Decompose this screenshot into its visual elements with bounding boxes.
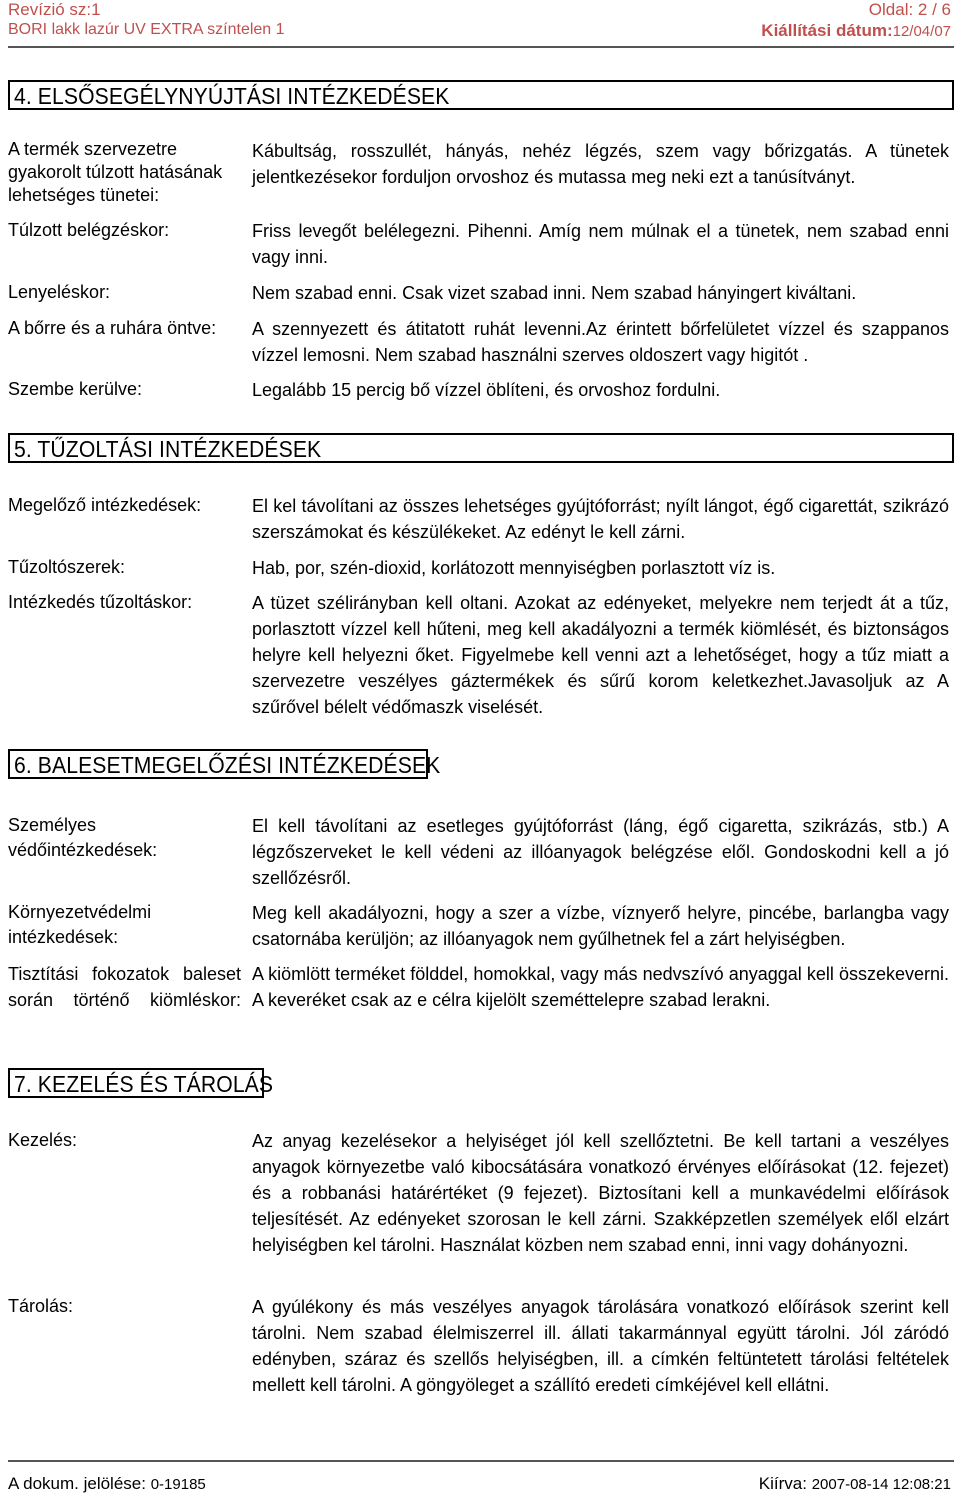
section-7-header (8, 1068, 274, 1098)
issue-date-label: Kiállítási dátum: (761, 21, 893, 40)
document-id: 0-19185 (150, 1476, 206, 1493)
prevention-text: El kel távolítani az összes lehetséges gyújtóforrást; nyílt lángot, égő cigarettát, szikrázó szerszámokat és készülékeket. Az edényt le kell zárni. (252, 496, 949, 542)
footer-divider (8, 1460, 954, 1462)
skin-label: A bőrre és a ruhára öntve: (8, 318, 217, 338)
storage-text: A gyúlékony és más veszélyes anyagok tárolására vonatkozó előírások szerint kell tárolni. Nem szabad élelmiszerrel ill. állati takarmánnyal együtt tárolni. Jól záródó edényben, száraz és szellős helyiségben, ill. a címkén feltüntetett tárolási feltételek mellett kell tárolni. A göngyöleget a szállító eredeti címkéjével kell ellátni. (252, 1297, 949, 1395)
print-date: 2007-08-14 12:08:21 (811, 1476, 951, 1493)
extinguishing-media-label: Tűzoltószerek: (8, 557, 126, 577)
issue-date: 12/04/07 (892, 23, 951, 40)
cleanup-text: A kiömlött terméket földdel, homokkal, vagy más nedvszívó anyaggal kell összekeverni. A keveréket csak az e célra kijelölt szeméttelepre szabad lerakni. (252, 964, 949, 1010)
personal-precautions-label: Személyes védőintézkedések: (8, 815, 158, 860)
eye-label: Szembe kerülve: (8, 379, 143, 399)
personal-precautions-text: El kell távolítani az esetleges gyújtóforrást (láng, égő cigaretta, szikrázás, stb.) A légzőszerveket le kell védeni az illóanyagok belégzése elől. Gondoskodni kell a jó szellőzésről. (252, 816, 949, 888)
section-7-title: 7. KEZELÉS ÉS TÁROLÁS (14, 1071, 274, 1097)
ingestion-text: Nem szabad enni. Csak vizet szabad inni. Nem szabad hányingert kiváltani. (252, 283, 857, 303)
section-6-title: 6. BALESETMEGELŐZÉSI INTÉZKEDÉSEK (14, 752, 441, 778)
storage-label: Tárolás: (8, 1296, 74, 1316)
page-header (0, 0, 960, 48)
environmental-label: Környezetvédelmi intézkedések: (8, 902, 152, 947)
ingestion-label: Lenyeléskor: (8, 282, 111, 302)
document-id-block (8, 1474, 206, 1494)
issue-date-block (761, 21, 951, 41)
prevention-label: Megelőző intézkedések: (8, 495, 202, 515)
revision-number: Revízió sz:1 (8, 0, 101, 19)
skin-text: A szennyezett és átitatott ruhát levenni.Az érintett bőrfelületet vízzel és szappanos vízzel lemosni. Nem szabad használni szerves oldoszert vagy higitót . (252, 319, 949, 365)
symptoms-label: A termék szervezetre gyakorolt túlzott hatásának lehetséges tünetei: (8, 139, 223, 205)
firefighting-text: A tüzet szélirányban kell oltani. Azokat az edényeket, melyekre nem terjedt át a tűz, porlasztott vízzel kell hűteni, meg kell akadályozni a termék kiömlését, és biztonságos helyre kell helyezni őket. Figyelmebe kell venni azt a lehetőséget, hogy a tűz miatt a szervezetre veszélyes gáztermékek és sűrű korom keletkezhet.Javasoljuk az A szűrővel bélelt védőmaszk viselését. (252, 593, 949, 717)
handling-label: Kezelés: (8, 1130, 78, 1150)
section-4-header (8, 80, 954, 110)
print-date-block (759, 1474, 951, 1494)
handling-text: Az anyag kezelésekor a helyiséget jól kell szellőztetni. Be kell tartani a veszélyes anyagok környezetbe való kibocsátására vonatkozó érvényes előírásokat (12. fejezet) és a robbanási határértéket (9 fejezet). Biztosítani kell a munkavédelmi előírások teljesítését. Az edényeket szorosan le kell zárni. Szakképzetlen személyek elől elzárt helyiségben kel tárolni. Használat közben nem szabad enni, inni vagy dohányozni. (252, 1131, 949, 1255)
document-id-label: A dokum. jelölése: (8, 1474, 146, 1493)
inhalation-label: Túlzott belégzéskor: (8, 220, 170, 240)
eye-text: Legalább 15 percig bő vízzel öblíteni, és orvoshoz fordulni. (252, 380, 721, 400)
extinguishing-media-text: Hab, por, szén-dioxid, korlátozott mennyiségben porlasztott víz is. (252, 558, 776, 578)
header-divider (8, 46, 954, 48)
page-number: Oldal: 2 / 6 (868, 0, 951, 19)
product-name: BORI lakk lazúr UV EXTRA színtelen 1 (8, 21, 285, 38)
section-5-header (8, 433, 954, 463)
inhalation-text: Friss levegőt belélegezni. Pihenni. Amíg nem múlnak el a tünetek, nem szabad enni vagy inni. (252, 221, 949, 267)
section-4-title: 4. ELSŐSEGÉLYNYÚJTÁSI INTÉZKEDÉSEK (14, 83, 450, 109)
print-date-label: Kiírva: (758, 1474, 807, 1493)
environmental-text: Meg kell akadályozni, hogy a szer a vízbe, víznyerő helyre, pincébe, barlangba vagy csatornába kerüljön; az illóanyagok nem gyűlhetnek fel a zárt helyiségben. (252, 903, 949, 949)
page-footer (0, 1464, 960, 1497)
section-6-header (8, 749, 441, 779)
firefighting-label: Intézkedés tűzoltáskor: (8, 592, 193, 612)
cleanup-label: Tisztítási fokozatok baleset során történő kiömléskor: (8, 964, 241, 1010)
section-5-title: 5. TŰZOLTÁSI INTÉZKEDÉSEK (14, 436, 322, 462)
symptoms-text: Kábultság, rosszullét, hányás, nehéz légzés, szem vagy bőrizgatás. A tünetek jelentkezésekor forduljon orvoshoz és mutassa meg neki ezt a tanúsítványt. (252, 141, 949, 187)
